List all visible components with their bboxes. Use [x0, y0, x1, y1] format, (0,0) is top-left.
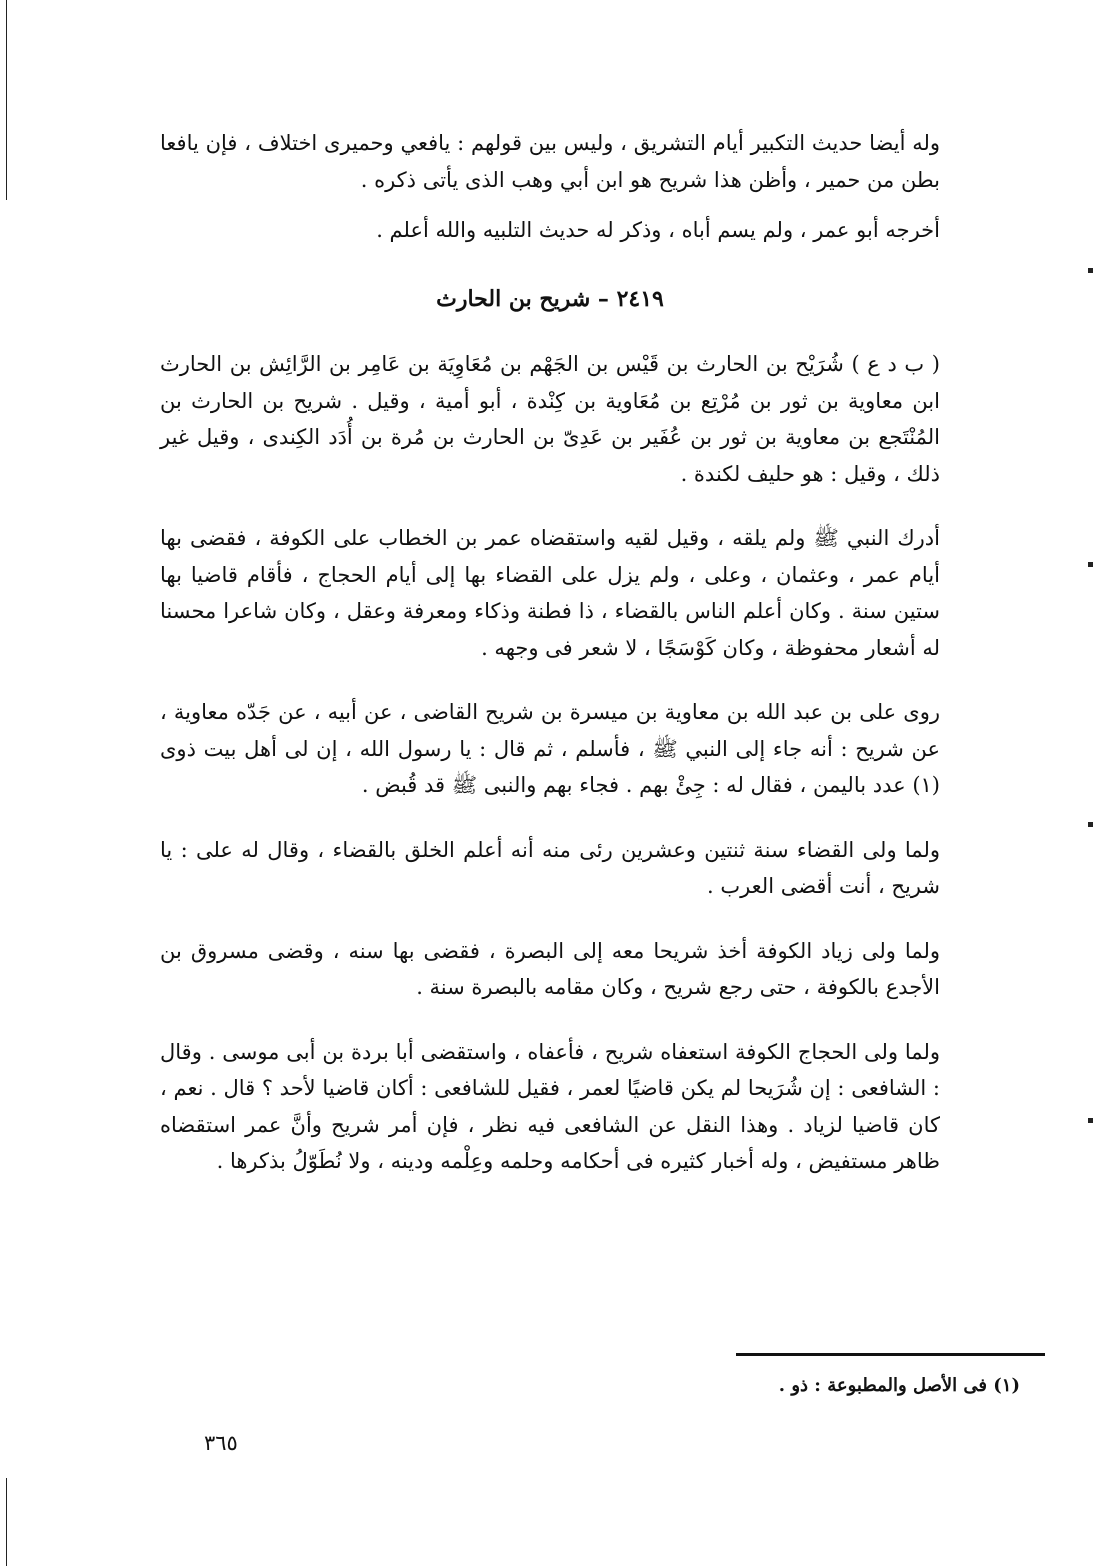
margin-mark-2 [1088, 562, 1093, 567]
paragraph: ولما ولى القضاء سنة ثنتين وعشرين رئى منه أنه أعلم الخلق بالقضاء ، وقال له على : يا شريح ، أنت أقضى العرب . [160, 837, 940, 898]
paragraph: أخرجه أبو عمر ، ولم يسم أباه ، وذكر له حديث التلبيه والله أعلم . [376, 218, 940, 242]
page-number: ٣٦٥ [204, 1431, 238, 1455]
margin-mark-3 [1088, 822, 1093, 827]
text-entry [160, 346, 940, 1180]
margin-mark-1 [1088, 268, 1093, 273]
text-top [160, 125, 940, 249]
footnote-rule [736, 1353, 1045, 1356]
paragraph: روى على بن عبد الله بن معاوية بن ميسرة بن شريح القاضى ، عن أبيه ، عن جَدّه معاوية ، عن شريح : أنه جاء إلى النبي ﷺ ، فأسلم ، ثم قال : يا رسول الله ، إن لى أهل بيت ذوى (١) عدد باليمن ، فقال له : جِئْ بهم . فجاء بهم والنبى ﷺ قد قُبض . [160, 700, 940, 797]
margin-mark-4 [1088, 1118, 1093, 1123]
scan-edge-line-bottom [6, 1478, 7, 1566]
paragraph: أدرك النبي ﷺ ولم يلقه ، وقيل لقيه واستقضاه عمر بن الخطاب على الكوفة ، فقضى بها أيام عمر ، وعثمان ، وعلى ، ولم يزل على القضاء بها إلى أيام الحجاج ، فأقام قاضيا بها ستين سنة . وكان أعلم الناس بالقضاء ، ذا فطنة وذكاء ومعرفة وعقل ، وكان شاعرا محسنا له أشعار محفوظة ، وكان كَوْسَجًا ، لا شعر فى وجهه . [160, 526, 940, 660]
scan-edge-line-top [6, 0, 7, 200]
paragraph: ولما ولى زياد الكوفة أخذ شريحا معه إلى البصرة ، فقضى بها سنه ، وقضى مسروق بن الأجدع بالكوفة ، حتى رجع شريح ، وكان مقامه بالبصرة سنة . [160, 938, 940, 999]
paragraph: ( ب د ع ) شُرَيْح بن الحارث بن قَيْس بن الجَهْم بن مُعَاوِيَة بن عَامِر بن الرَّائِش بن الحارث ابن معاوية بن ثور بن مُرْتِع بن مُعَاوية بن كِنْدة ، أبو أمية ، وقيل . شريح بن الحارث بن المُنْتَجع بن معاوية بن ثور بن عُفَير بن عَدِىّ بن الحارث بن مُرة بن أُدَد الكِندى ، وقيل غير ذلك ، وقيل : هو حليف لكندة . [160, 352, 940, 486]
paragraph: وله أيضا حديث التكبير أيام التشريق ، وليس بين قولهم : يافعي وحميرى اختلاف ، فإن يافعا بطن من حمير ، وأظن هذا شريح هو ابن أبي وهب الذى يأتى ذكره . [160, 131, 940, 192]
footnote: (١) فى الأصل والمطبوعة : ذو . [778, 1375, 1020, 1396]
entry-heading: ٢٤١٩ – شريح بن الحارث [436, 286, 664, 312]
paragraph: ولما ولى الحجاج الكوفة استعفاه شريح ، فأعفاه ، واستقضى أبا بردة بن أبى موسى . وقال : الشافعى : إن شُرَيحا لم يكن قاضيًا لعمر ، فقيل للشافعى : أكان قاضيا لأحد ؟ قال . نعم ، كان قاضيا لزياد . وهذا النقل عن الشافعى فيه نظر ، فإن أمر شريح وأنَّ عمر استقضاه ظاهر مستفيض ، وله أخبار كثيره فى أحكامه وحلمه وعِلْمه ودينه ، ولا نُطَوّلُ بذكرها . [160, 1039, 940, 1173]
